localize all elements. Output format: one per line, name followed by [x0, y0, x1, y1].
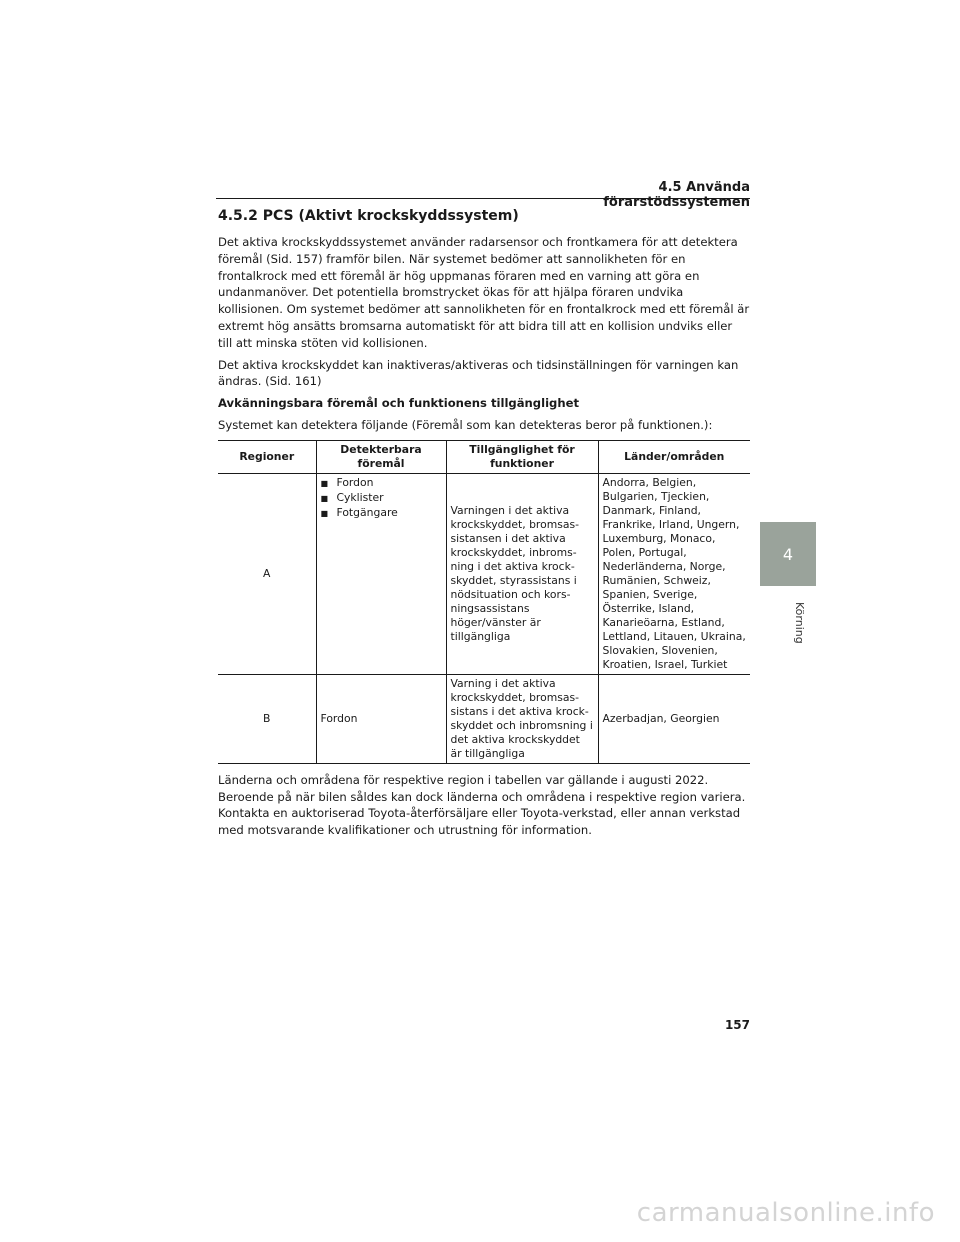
- objects-list: [321, 476, 442, 521]
- header-regions: Regioner: [218, 440, 316, 473]
- section-header: 4.5 Använda förarstödssystemen: [603, 180, 750, 210]
- header-availability: Tillgänglighet för funktioner: [446, 440, 598, 473]
- chapter-label: Körning: [793, 602, 806, 644]
- chapter-tab[interactable]: [760, 522, 816, 586]
- objects-cell: Fordon: [316, 674, 446, 763]
- header-objects: Detekterbara föremål: [316, 440, 446, 473]
- list-item: ■ Cyklister: [321, 491, 442, 506]
- region-cell: B: [218, 674, 316, 763]
- paragraph-intro: Det aktiva krockskyddssystemet använder radarsensor och frontkamera för att detektera föremål (Sid. 157) framför bilen. När systemet bedömer att sannolikheten för en frontalkrock med ett föremål är hög uppmanas föraren med en varning att göra en undanmanöver. Det potentiella bromstrycket ökas för att hjälpa föraren undvika kollisionen. Om systemet bedömer att sannolikheten för en frontalkrock med ett föremål är extremt hög ansätts bromsarna automatiskt för att bidra till att en kollision undviks eller till att minska stöten vid kollisionen.: [218, 235, 750, 350]
- objects-cell: [316, 473, 446, 674]
- page-title: 4.5.2 PCS (Aktivt krockskyddssystem): [218, 208, 519, 224]
- table-row: [218, 473, 750, 674]
- table-intro: Systemet kan detektera följande (Föremål som kan detekteras beror på funktionen.):: [218, 417, 713, 432]
- availability-table: [218, 440, 750, 764]
- watermark: carmanualsonline.info: [636, 1198, 935, 1228]
- page-content: [218, 206, 750, 844]
- countries-cell: Andorra, Belgien, Bulgarien, Tjeckien, Danmark, Finland, Frankrike, Irland, Ungern, Luxemburg, Monaco, Polen, Portugal, Nederländerna, Norge, Rumänien, Schweiz, Spanien, Sverige, Österrike, Island, Kanarieöarna, Estland, Lettland, Litauen, Ukraina, Slovakien, Slovenien, Kroatien, Israel, Turkiet: [598, 473, 750, 674]
- paragraph-settings: Det aktiva krockskyddet kan inaktiveras/aktiveras och tidsinställningen för varningen kan ändras. (Sid. 161): [218, 357, 739, 389]
- availability-cell: Varningen i det aktiva krockskyddet, bromsas-sistansen i det aktiva krockskyddet, inbroms-ning i det aktiva krock-skyddet, styrassistans i nödsituation och kors-ningsassistans höger/vänster är tillgängliga: [446, 473, 598, 674]
- page-number: 157: [724, 1018, 750, 1032]
- table-row: [218, 674, 750, 763]
- subheading: Avkänningsbara föremål och funktionens tillgänglighet: [218, 396, 580, 411]
- countries-cell: Azerbadjan, Georgien: [598, 674, 750, 763]
- footer-paragraph: Länderna och områdena för respektive region i tabellen var gällande i augusti 2022. Beroende på när bilen såldes kan dock länderna och områdena i respektive region variera. Kontakta en auktoriserad Toyota-återförsäljare eller Toyota-verkstad, eller annan verkstad med motsvarande kvalifikationer och utrustning för information.: [218, 772, 746, 838]
- chapter-number: 4: [782, 544, 794, 564]
- list-item: ■ Fordon: [321, 476, 442, 491]
- header-countries: Länder/områden: [598, 440, 750, 473]
- header-rule: [216, 198, 750, 199]
- list-item: ■ Fotgängare: [321, 506, 442, 521]
- table-header-row: [218, 440, 750, 473]
- region-cell: A: [218, 473, 316, 674]
- availability-cell: Varning i det aktiva krockskyddet, bromsas-sistans i det aktiva krock-skyddet och inbromsning i det aktiva krockskyddet är tillgängliga: [446, 674, 598, 763]
